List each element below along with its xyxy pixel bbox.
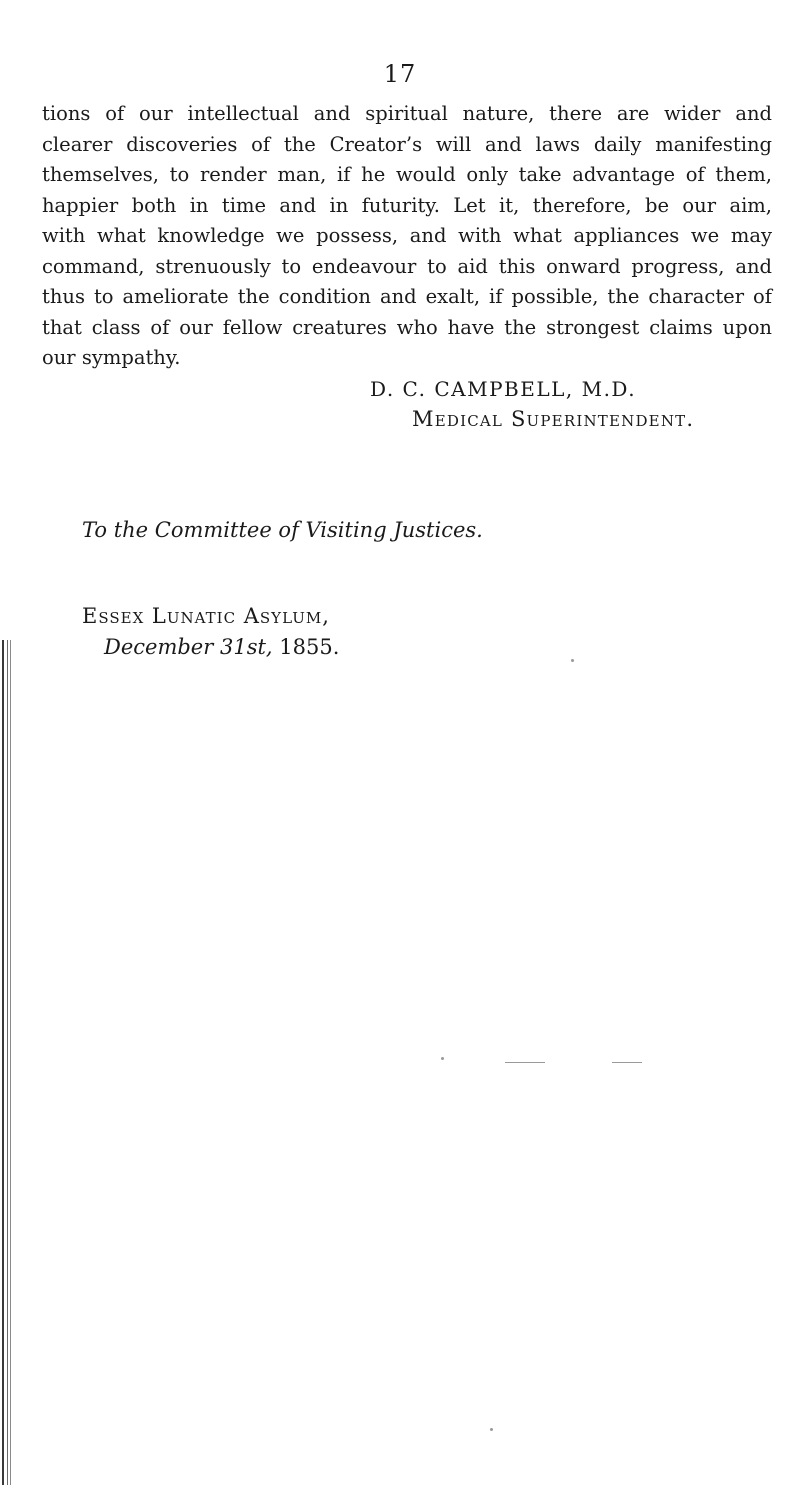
body-paragraph	[42, 99, 772, 374]
binding-rule	[2, 640, 4, 1485]
signature-title: Medical Superintendent.	[412, 407, 695, 431]
paper-speck	[571, 659, 574, 662]
body-line: themselves, to render man, if he would only take advantage of them,	[42, 163, 772, 186]
body-line: clearer discoveries of the Creator’s will and laws daily manifesting	[42, 132, 772, 156]
binding-rule	[7, 640, 8, 1485]
body-line: with what knowledge we possess, and with what appliances we may	[42, 224, 772, 247]
addressee-line: To the Committee of Visiting Justices.	[82, 518, 483, 542]
closing-date	[104, 635, 339, 659]
paper-speck	[612, 1062, 642, 1063]
body-line: our sympathy.	[42, 346, 181, 369]
date-day: 31st,	[219, 635, 273, 659]
page-number: 17	[383, 60, 417, 88]
date-month: December	[104, 635, 214, 659]
binding-rule	[10, 640, 11, 1485]
body-line: thus to ameliorate the condition and exalt, if possible, the character of	[42, 285, 772, 308]
body-line: tions of our intellectual and spiritual nature, there are wider and	[42, 102, 772, 125]
body-line: that class of our fellow creatures who have the strongest claims upon	[42, 315, 772, 339]
closing-place: Essex Lunatic Asylum,	[82, 604, 330, 628]
body-line: happier both in time and in futurity. Let it, therefore, be our aim,	[42, 193, 772, 217]
body-line: command, strenuously to endeavour to aid this onward progress, and	[42, 254, 772, 278]
signature-name: D. C. CAMPBELL, M.D.	[370, 377, 637, 401]
date-year: 1855.	[279, 635, 340, 659]
paper-speck	[490, 1428, 493, 1431]
paper-speck	[505, 1062, 545, 1063]
paper-speck	[441, 1057, 444, 1060]
binding-edge-shadow	[0, 640, 14, 1485]
